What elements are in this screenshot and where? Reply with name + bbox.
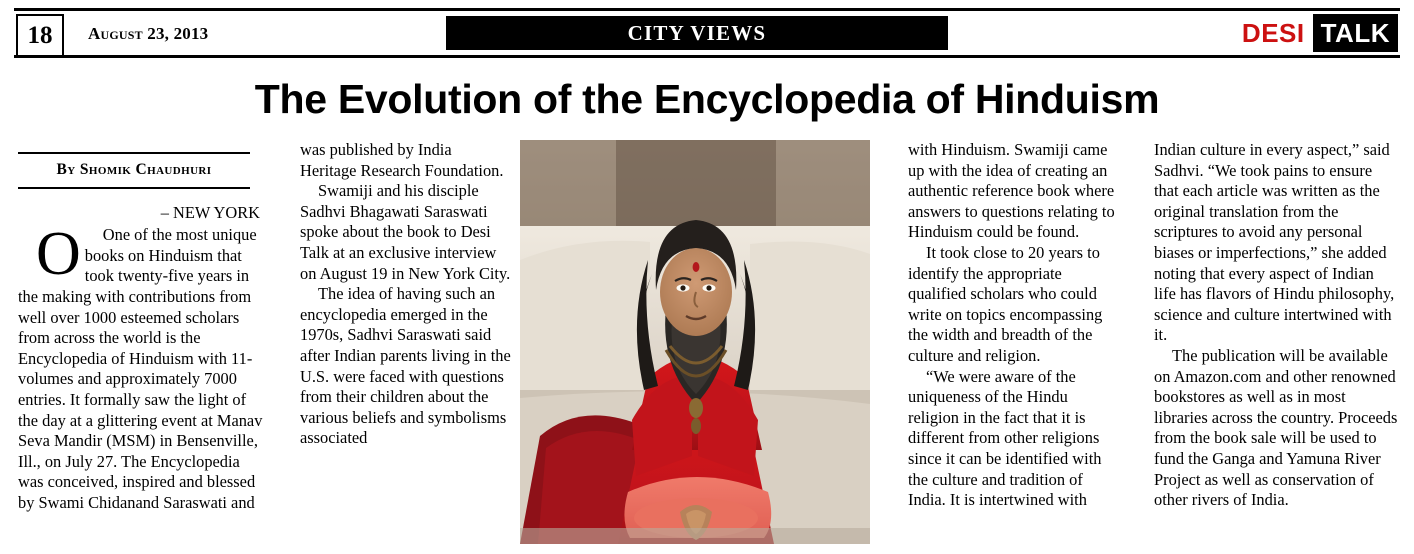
paragraph: “We were aware of the uniqueness of the Hindu religion in the fact that it is different from other religions since it can be identified with the culture and tradition of India. It is intertwined with bbox=[908, 366, 1102, 510]
paragraph: The idea of having such an encyclopedia emerged in the 1970s, Sadhvi Saraswati said after Indian parents living in the U.S. were faced with questions from their children about the various beliefs and symbolisms associated bbox=[300, 284, 511, 448]
paragraph: was published by India Heritage Research Foundation. bbox=[300, 140, 504, 180]
paragraph: with Hinduism. Swamiji came up with the idea of creating an authentic reference book where answers to questions relating to Hinduism could be found. bbox=[908, 140, 1115, 242]
paragraph-text: One of the most unique books on Hinduism that took twenty-five years in the making with contributions from well over 1000 esteemed scholars from across the world is the Encyclopedia of Hinduism with 11-volumes and approximately 7000 entries. It formally saw the light of the day at a glittering event at Manav Seva Mandir (MSM) in Bensenville, Ill., on July 27. The Encyclopedia was conceived, inspired and blessed by Swami Chidanand Saraswati and bbox=[18, 225, 263, 512]
article-column-4 bbox=[1154, 140, 1398, 511]
masthead-bottom-rule bbox=[14, 55, 1400, 58]
section-label: CITY VIEWS bbox=[627, 20, 767, 45]
article-body bbox=[18, 140, 1398, 554]
paragraph: It took close to 20 years to identify the appropriate qualified scholars who could write on topics encompassing the width and breadth of the culture and religion. bbox=[908, 242, 1103, 365]
page-number: 18 bbox=[27, 22, 53, 49]
masthead bbox=[0, 0, 1414, 58]
dateline: – NEW YORK bbox=[160, 202, 260, 222]
byline-rule-bottom bbox=[18, 187, 250, 189]
paragraph: Indian culture in every aspect,” said Sadhvi. “We took pains to ensure that each article was written as the original translation from the scriptures to avoid any personal biases or imperfections,” she added noting that every aspect of Indian life has flavors of Hindu philosophy, science and culture intertwined with it. bbox=[1154, 140, 1395, 345]
issue-date: August 23, 2013 bbox=[88, 24, 209, 43]
article-column-3 bbox=[908, 140, 1120, 511]
page-title: The Evolution of the Encyclopedia of Hinduism bbox=[254, 76, 1160, 122]
paragraph: The publication will be available on Amazon.com and other renowned bookstores as well as in most libraries across the country. Proceeds from the book sale will be used to fund the Ganga and Yamuna River Project as well as conservation of other rivers of India. bbox=[1154, 345, 1398, 510]
article-column-1 bbox=[18, 140, 266, 514]
article-column-2 bbox=[300, 140, 512, 449]
section-banner bbox=[446, 16, 948, 50]
paragraph: Swamiji and his disciple Sadhvi Bhagawati Saraswati spoke about the book to Desi Talk at an exclusive interview on August 19 in New York City. bbox=[300, 181, 511, 283]
byline: By Shomik Chaudhuri bbox=[56, 161, 212, 178]
masthead-top-rule bbox=[14, 8, 1400, 11]
logo-talk-text: TALK bbox=[1313, 14, 1398, 52]
drop-cap: O bbox=[36, 220, 81, 289]
page-number-box bbox=[16, 14, 64, 57]
paragraph bbox=[18, 220, 266, 513]
publication-logo bbox=[1242, 14, 1398, 52]
logo-desi-text: DESI bbox=[1241, 17, 1305, 48]
